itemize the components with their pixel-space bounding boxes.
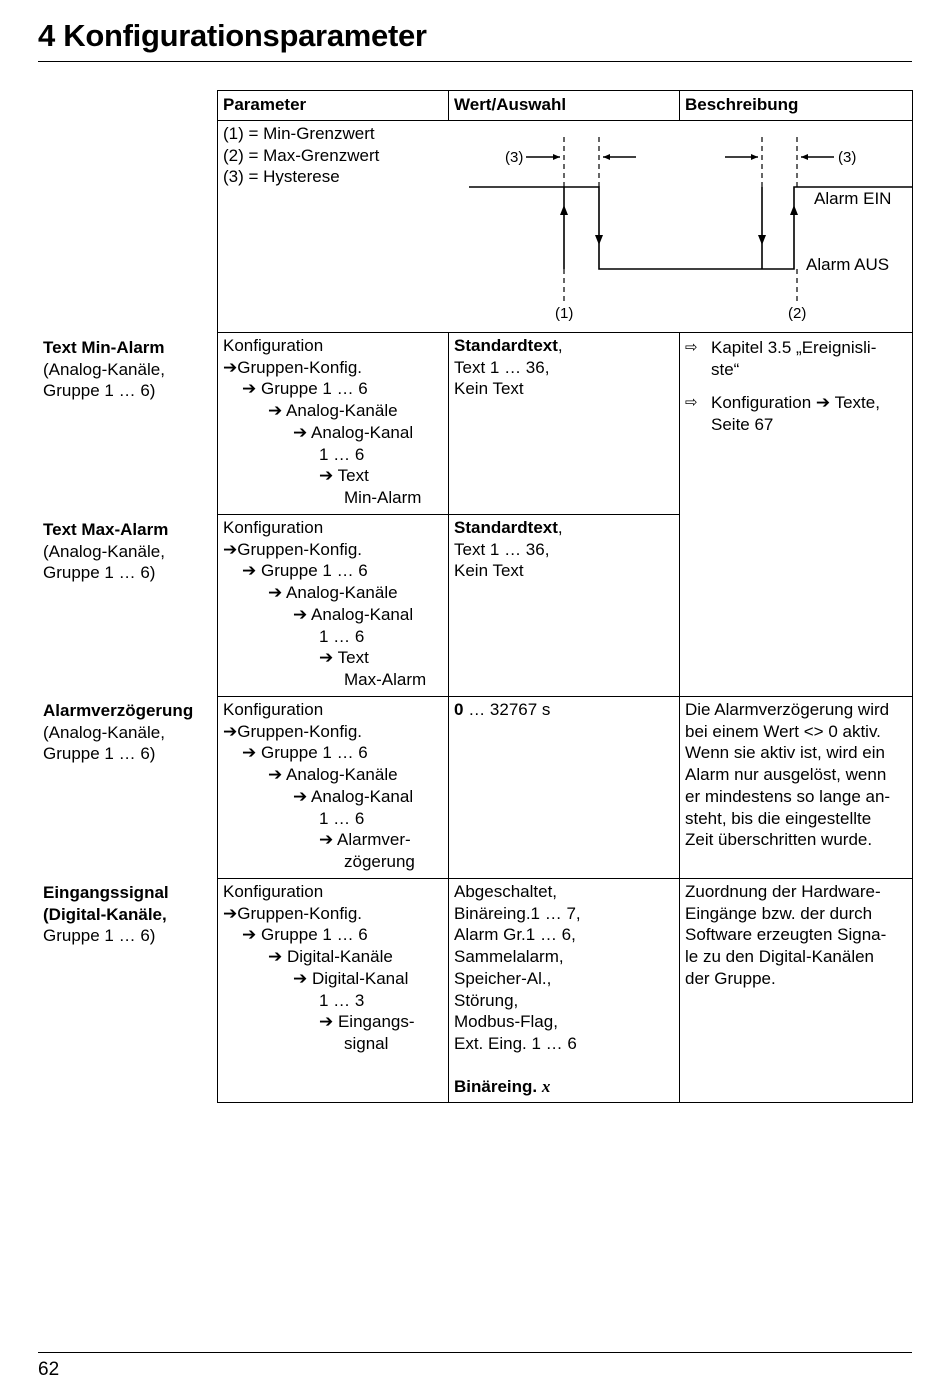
reference-chapter [685,337,907,380]
legend-item: (2) = Max-Grenzwert [223,145,380,165]
param-name: Eingangssignal [43,883,169,902]
chapter-title: 4 Konfigurationsparameter [38,18,427,53]
value-option: Kein Text [454,379,524,399]
legend-item: (1) = Min-Grenzwert [223,124,375,143]
value-cell [449,697,680,879]
header-description: Beschreibung [680,91,913,121]
arrow-down-icon [595,235,603,245]
header-value: Wert/Auswahl [449,91,680,121]
param-scope: (Analog-Kanäle, [43,359,165,379]
desc-line: Zeit überschritten wurde. [685,830,873,850]
nav-step: ➔Gruppen-Konfig. [223,903,362,923]
nav-step: ➔ Analog-Kanäle [268,765,398,785]
value-option: Störung, [454,990,519,1010]
reference-config [685,392,907,435]
page-number: 62 [38,1359,60,1380]
desc-line: Software erzeugten Signa- [685,925,887,945]
label-alarm-on: Alarm EIN [814,189,892,208]
desc-line: steht, bis die eingestellte [685,808,872,828]
value-cell [449,879,680,1103]
nav-step: ➔ Alarmver- [319,830,411,850]
nav-step: signal [344,1033,389,1053]
hysteresis-diagram [218,121,913,335]
nav-step: ➔ Gruppe 1 … 6 [242,925,368,945]
description-cell [680,333,913,697]
nav-step: zögerung [344,851,415,871]
param-group: Gruppe 1 … 6) [43,744,156,764]
desc-line: le zu den Digital-Kanälen [685,947,875,967]
nav-step: ➔ Gruppe 1 … 6 [242,743,368,763]
nav-step: Konfiguration [223,336,324,355]
desc-line: Eingänge bzw. der durch [685,903,873,923]
value-option: Speicher-Al., [454,968,552,988]
label-max: (2) [788,305,807,322]
nav-step: ➔ Gruppe 1 … 6 [242,379,368,399]
value-option: Binäreing.1 … 7, [454,903,581,923]
nav-step: ➔Gruppen-Konfig. [223,721,362,741]
value-option: Sammelalarm, [454,947,564,967]
nav-step: 1 … 3 [319,990,365,1010]
desc-line: Alarm nur ausgelöst, wenn [685,765,887,785]
nav-step: ➔ Digital-Kanal [293,968,409,988]
hysteresis-diagram-cell [218,121,913,333]
nav-step: ➔ Analog-Kanal [293,604,414,624]
legend-row [218,121,913,333]
param-label-input-signal [43,882,213,947]
nav-path [218,515,449,697]
desc-line: er mindestens so lange an- [685,786,891,806]
description-cell [680,697,913,879]
nav-step: 1 … 6 [319,626,365,646]
param-label-text-min-alarm [43,337,213,402]
nav-step: ➔ Analog-Kanal [293,422,414,442]
param-name: Text Max-Alarm [43,520,169,539]
nav-step: Konfiguration [223,518,324,537]
value-range: 0 … 32767 s [454,700,551,719]
param-name: Alarmverzögerung [43,701,194,720]
reference-text: Konfiguration ➔ Texte, Seite 67 [711,393,880,435]
value-option: Modbus-Flag, [454,1012,558,1032]
footer-rule [38,1352,912,1353]
table-row [218,879,913,1103]
nav-step: Min-Alarm [344,487,422,507]
value-option: Kein Text [454,561,524,581]
label-hysteresis-left: (3) [505,149,524,166]
nav-step: 1 … 6 [319,444,365,464]
param-group: Gruppe 1 … 6) [43,926,156,946]
param-label-text-max-alarm [43,519,213,584]
nav-path [218,879,449,1103]
nav-step: 1 … 6 [319,808,365,828]
table-row [218,697,913,879]
desc-line: Die Alarmverzögerung wird [685,700,890,719]
table-row [218,333,913,515]
label-hysteresis-right: (3) [838,149,857,166]
value-default: Binäreing. x [454,1077,551,1097]
arrow-up-icon [560,205,568,215]
value-default: Standardtext, [454,518,563,537]
parameter-table [217,90,913,1103]
right-arrow-outline-icon: ⇨ [685,394,698,412]
title-rule [38,61,912,62]
value-option: Abgeschaltet, [454,882,558,901]
value-option: Text 1 … 36, [454,539,550,559]
value-option: Ext. Eing. 1 … 6 [454,1033,577,1053]
label-alarm-off: Alarm AUS [806,255,890,274]
nav-step: Konfiguration [223,882,324,901]
nav-step: Max-Alarm [344,669,427,689]
nav-step: ➔ Analog-Kanal [293,786,414,806]
arrow-up-icon [790,205,798,215]
value-option: Text 1 … 36, [454,357,550,377]
value-default: Standardtext, [454,336,563,355]
param-group: Gruppe 1 … 6) [43,563,156,583]
nav-step: ➔Gruppen-Konfig. [223,539,362,559]
label-min: (1) [555,305,574,322]
value-cell [449,333,680,515]
nav-step: ➔ Analog-Kanäle [268,583,398,603]
nav-step: Konfiguration [223,700,324,719]
reference-text: Kapitel 3.5 „Ereignisli- ste“ [711,338,877,379]
value-option: Alarm Gr.1 … 6, [454,925,576,945]
nav-step: ➔ Digital-Kanäle [268,947,393,967]
nav-step: ➔ Eingangs- [319,1012,415,1032]
param-scope: (Analog-Kanäle, [43,722,165,742]
nav-path [218,333,449,515]
param-scope: (Digital-Kanäle, [43,904,167,924]
nav-step: ➔ Text [319,648,369,668]
right-arrow-outline-icon: ⇨ [685,339,698,356]
value-cell [449,515,680,697]
desc-line: der Gruppe. [685,968,776,988]
header-parameter: Parameter [218,91,449,121]
param-name: Text Min-Alarm [43,338,165,357]
param-scope: (Analog-Kanäle, [43,541,165,561]
param-label-alarm-delay [43,700,213,765]
param-group: Gruppe 1 … 6) [43,381,156,401]
description-cell [680,879,913,1103]
arrow-down-icon [758,235,766,245]
desc-line: bei einem Wert <> 0 aktiv. [685,721,881,741]
desc-line: Zuordnung der Hardware- [685,882,881,901]
nav-step: ➔ Analog-Kanäle [268,401,398,421]
legend-item: (3) = Hysterese [223,167,340,187]
desc-line: Wenn sie aktiv ist, wird ein [685,743,885,763]
nav-step: ➔Gruppen-Konfig. [223,357,362,377]
nav-step: ➔ Text [319,466,369,486]
nav-step: ➔ Gruppe 1 … 6 [242,561,368,581]
nav-path [218,697,449,879]
table-header-row [218,91,913,121]
